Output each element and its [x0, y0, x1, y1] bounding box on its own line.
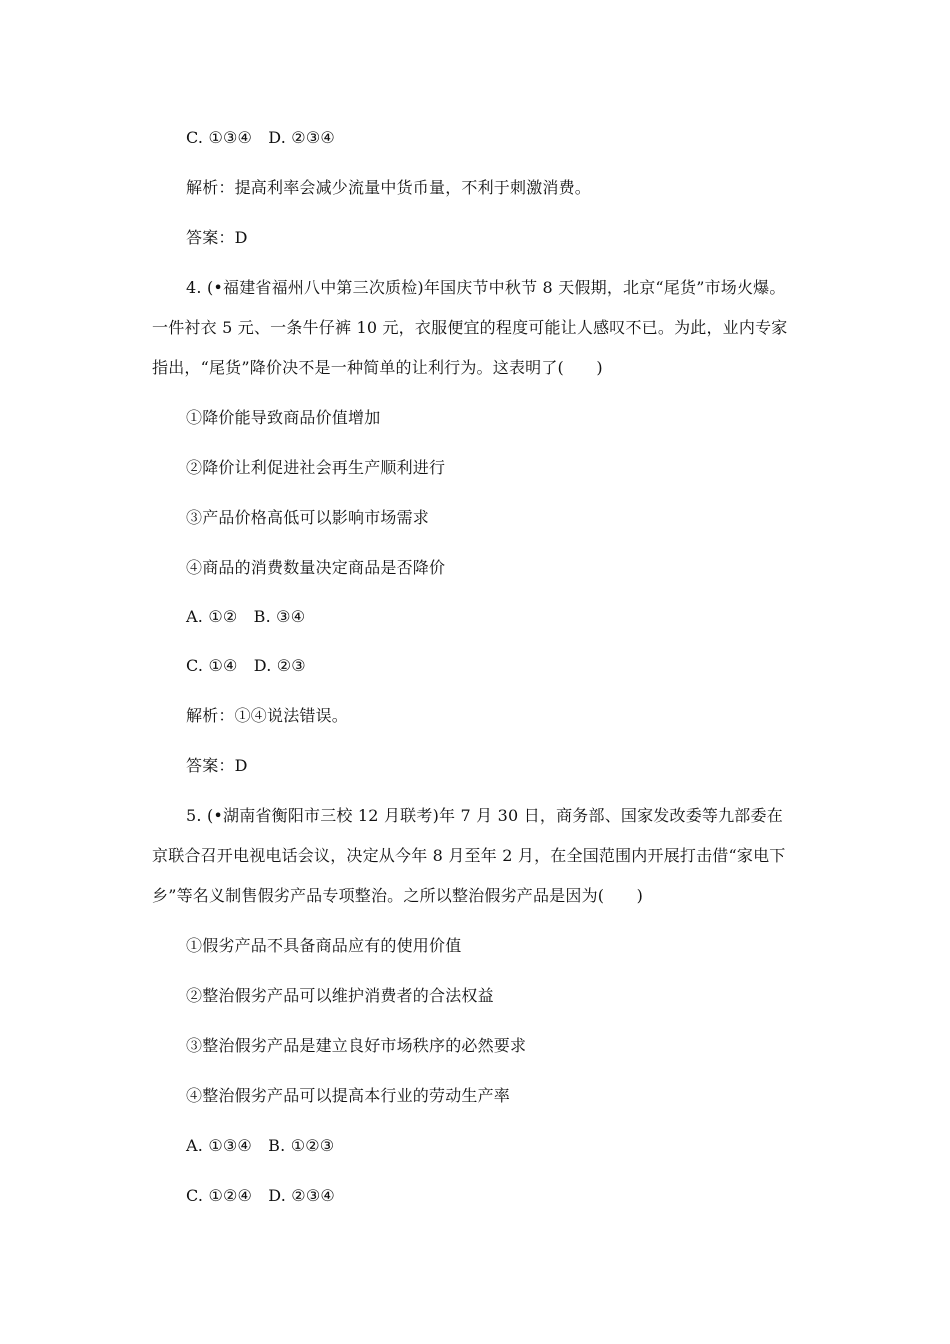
q4-option-cd: C. ①④ D. ②③ — [186, 656, 306, 675]
q4-item-3: ③产品价格高低可以影响市场需求 — [186, 508, 430, 527]
q3-answer: 答案：D — [186, 228, 248, 247]
q5-item-3: ③整治假劣产品是建立良好市场秩序的必然要求 — [186, 1036, 527, 1055]
q5-item-4: ④整治假劣产品可以提高本行业的劳动生产率 — [186, 1086, 511, 1105]
q3-analysis: 解析：提高利率会减少流量中货币量，不利于刺激消费。 — [186, 178, 592, 197]
q5-item-1: ①假劣产品不具备商品应有的使用价值 — [186, 936, 462, 955]
q4-analysis: 解析：①④说法错误。 — [186, 706, 349, 725]
q4-item-2: ②降价让利促进社会再生产顺利进行 — [186, 458, 446, 477]
q5-stem-line-2: 京联合召开电视电话会议，决定从今年 8 月至年 2 月，在全国范围内开展打击借“家电下 — [152, 846, 786, 865]
q4-option-ab: A. ①② B. ③④ — [186, 607, 306, 626]
q4-answer: 答案：D — [186, 756, 248, 775]
q4-item-4: ④商品的消费数量决定商品是否降价 — [186, 558, 446, 577]
q4-stem-line-2: 一件衬衣 5 元、一条牛仔裤 10 元，衣服便宜的程度可能让人感叹不已。为此，业内专家 — [152, 318, 788, 337]
q5-stem-line-1: 5. (•湖南省衡阳市三校 12 月联考)年 7 月 30 日，商务部、国家发改委等九部委在 — [186, 806, 783, 825]
q5-item-2: ②整治假劣产品可以维护消费者的合法权益 — [186, 986, 494, 1005]
q4-item-1: ①降价能导致商品价值增加 — [186, 408, 381, 427]
q4-stem-line-1: 4. (•福建省福州八中第三次质检)年国庆节中秋节 8 天假期，北京“尾货”市场火爆。 — [186, 278, 786, 297]
q4-stem-line-3: 指出，“尾货”降价决不是一种简单的让利行为。这表明了( ) — [152, 358, 603, 377]
q5-option-cd: C. ①②④ D. ②③④ — [186, 1186, 335, 1205]
q5-option-ab: A. ①③④ B. ①②③ — [186, 1136, 335, 1155]
q5-stem-line-3: 乡”等名义制售假劣产品专项整治。之所以整治假劣产品是因为( ) — [152, 886, 644, 905]
q3-option-cd: C. ①③④ D. ②③④ — [186, 128, 335, 147]
